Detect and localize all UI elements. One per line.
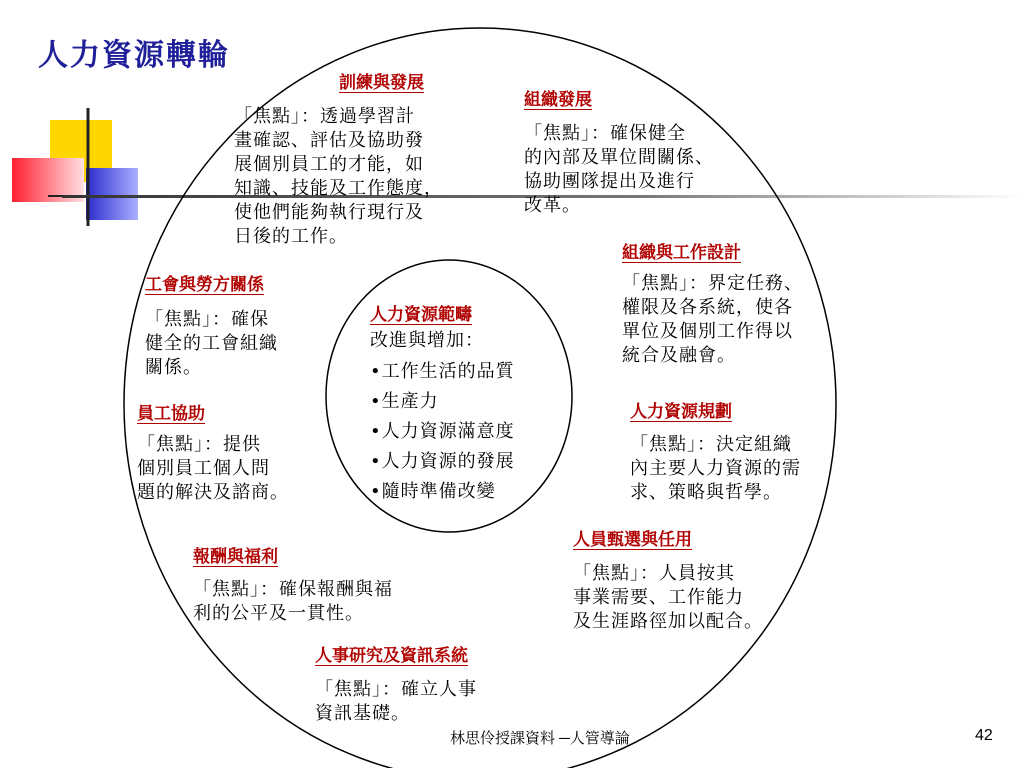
compensation-heading: 報酬與福利 — [193, 547, 278, 567]
list-item: • 人力資源滿意度 — [370, 417, 515, 447]
labor-body: 「焦點」：確保 健全的工會組織 關係。 — [145, 309, 278, 378]
assistance-heading: 員工協助 — [137, 404, 205, 424]
page-title: 人力資源轉輪 — [38, 38, 230, 73]
hr-planning-body: 「焦點」：決定組織 內主要人力資源的需 求、策略與哲學。 — [630, 434, 801, 503]
org-dev-body: 「焦點」：確保健全 的內部及單位間關係、 協助團隊提出及進行 改革。 — [524, 123, 714, 216]
labor-heading: 工會與勞方關係 — [145, 275, 264, 295]
org-design-heading: 組織與工作設計 — [622, 243, 741, 263]
list-item: • 工作生活的品質 — [370, 357, 515, 387]
selection-heading: 人員甄選與任用 — [573, 530, 692, 550]
compensation-body: 「焦點」：確保報酬與福 利的公平及一貫性。 — [193, 579, 393, 624]
org-dev-heading: 組織發展 — [524, 90, 592, 110]
training-body: 「焦點」：透過學習計 畫確認、評估及協助發 展個別員工的才能，如 知識、技能及工作態度， 使他們能夠執行現行及 日後的工作。 — [234, 106, 443, 247]
training-heading: 訓練與發展 — [339, 73, 424, 93]
list-item: • 生產力 — [370, 387, 515, 417]
list-item: • 人力資源的發展 — [370, 447, 515, 477]
center-list — [370, 357, 515, 507]
org-design-body: 「焦點」：界定任務、 權限及各系統，使各 單位及個別工作得以 統合及融會。 — [622, 273, 803, 366]
center-block — [370, 300, 515, 507]
research-body: 「焦點」：確立人事 資訊基礎。 — [315, 679, 477, 724]
research-heading: 人事研究及資訊系統 — [315, 646, 468, 666]
footer-text: 林思伶授課資料 ─人管導論 — [450, 730, 630, 747]
selection-body: 「焦點」：人員按其 事業需要、工作能力 及生涯路徑加以配合。 — [573, 563, 763, 632]
list-item: • 隨時準備改變 — [370, 477, 515, 507]
page-number: 42 — [975, 727, 993, 744]
assistance-body: 「焦點」：提供 個別員工個人問 題的解決及諮商。 — [137, 434, 289, 503]
hr-planning-heading: 人力資源規劃 — [630, 402, 732, 422]
corner-logo — [12, 108, 150, 226]
center-intro: 改進與增加： — [370, 330, 484, 351]
center-heading: 人力資源範疇 — [370, 305, 472, 325]
